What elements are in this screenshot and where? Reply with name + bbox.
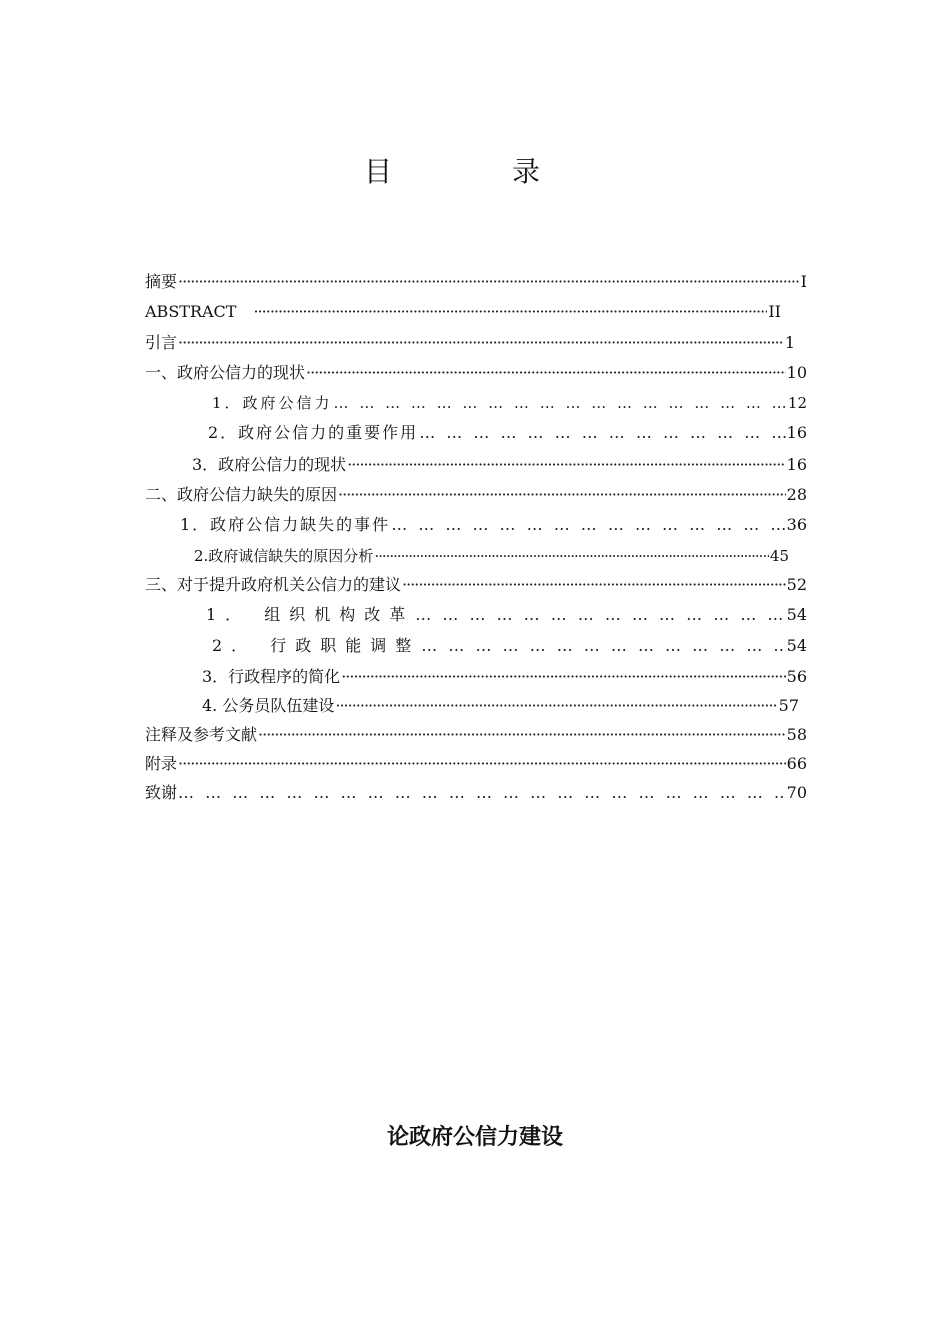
toc-entry-1-3[interactable]: [192, 453, 807, 477]
dot-leader: [306, 361, 786, 385]
toc-entry-label: 一、政府公信力的现状: [145, 363, 306, 382]
dot-leader: [419, 421, 785, 445]
toc-entry-page: 70: [786, 783, 807, 802]
toc-entry-page: 66: [786, 754, 807, 773]
toc-entry-page: 28: [786, 485, 807, 504]
toc-entry-acknowledgements[interactable]: [145, 781, 807, 805]
dot-leader: [402, 573, 786, 597]
toc-entry-2-2[interactable]: [194, 544, 789, 568]
toc-entry-label: 1．政府公信力缺失的事件: [180, 515, 391, 534]
toc-entry-label: 1．政府公信力: [212, 394, 333, 412]
toc-entry-page: 16: [786, 423, 807, 442]
toc-heading: 目 录: [363, 155, 586, 188]
toc-entry-label: 2．政府公信力的重要作用: [208, 423, 419, 442]
toc-entry-label: 二、政府公信力缺失的原因: [145, 485, 338, 504]
toc-entry-label: 1． 组织机构改革: [206, 605, 415, 624]
toc-entry-label: 3．行政程序的简化: [202, 667, 341, 686]
toc-entry-label: 引言: [145, 333, 178, 352]
toc-entry-page: II: [768, 302, 781, 321]
dot-leader: [178, 752, 786, 776]
toc-entry-label: ABSTRACT: [145, 302, 253, 321]
dot-leader: [335, 694, 777, 718]
dot-leader: [341, 665, 785, 689]
dot-leader: [178, 781, 786, 805]
toc-entry-page: 10: [786, 363, 807, 382]
toc-entry-abstract-en[interactable]: [145, 300, 781, 324]
toc-entry-1-2[interactable]: [208, 421, 807, 445]
toc-entry-label: 致谢: [145, 783, 178, 802]
toc-entry-1-1[interactable]: [212, 391, 807, 415]
toc-entry-label: 4. 公务员队伍建设: [202, 696, 335, 715]
dot-leader: [338, 483, 786, 507]
toc-entry-label: 注释及参考文献: [145, 725, 258, 744]
toc-entry-page: 36: [786, 515, 807, 534]
dot-leader: [415, 603, 785, 627]
toc-entry-introduction[interactable]: [145, 331, 795, 355]
dot-leader: [391, 513, 785, 537]
toc-entry-label: 三、对于提升政府机关公信力的建议: [145, 575, 402, 594]
toc-entry-label: 3．政府公信力的现状: [192, 455, 347, 474]
dot-leader: [374, 544, 769, 568]
toc-entry-abstract-cn[interactable]: [145, 270, 807, 294]
toc-entry-label: 2． 行政职能调整: [212, 636, 421, 655]
dot-leader: [178, 331, 784, 355]
dot-leader: [178, 270, 800, 294]
toc-entry-page: 12: [787, 394, 807, 412]
toc-entry-page: I: [800, 272, 807, 291]
toc-entry-label: 附录: [145, 754, 178, 773]
toc-entry-page: 52: [786, 575, 807, 594]
toc-entry-page: 45: [769, 547, 789, 565]
toc-entry-chapter-3[interactable]: [145, 573, 807, 597]
dot-leader: [253, 300, 767, 324]
toc-entry-chapter-1[interactable]: [145, 361, 807, 385]
toc-entry-page: 16: [786, 455, 807, 474]
toc-entry-2-1[interactable]: [180, 513, 807, 537]
toc-entry-references[interactable]: [145, 723, 807, 747]
toc-entry-3-4[interactable]: [202, 694, 799, 718]
toc-entry-appendix[interactable]: [145, 752, 807, 776]
toc-entry-page: 1: [784, 333, 795, 352]
toc-entry-page: 57: [778, 696, 799, 715]
dot-leader: [258, 723, 786, 747]
dot-leader: [421, 634, 785, 658]
dot-leader: [334, 391, 787, 415]
toc-entry-page: 54: [786, 636, 807, 655]
dot-leader: [347, 453, 785, 477]
toc-entry-page: 56: [786, 667, 807, 686]
toc-entry-label: 2.政府诚信缺失的原因分析: [194, 547, 374, 565]
toc-entry-page: 58: [786, 725, 807, 744]
document-title: 论政府公信力建设: [386, 1125, 563, 1150]
toc-entry-3-3[interactable]: [202, 665, 807, 689]
toc-entry-3-1[interactable]: [206, 603, 807, 627]
toc-entry-chapter-2[interactable]: [145, 483, 807, 507]
toc-entry-3-2[interactable]: [212, 634, 807, 658]
toc-entry-page: 54: [786, 605, 807, 624]
toc-entry-label: 摘要: [145, 272, 178, 291]
